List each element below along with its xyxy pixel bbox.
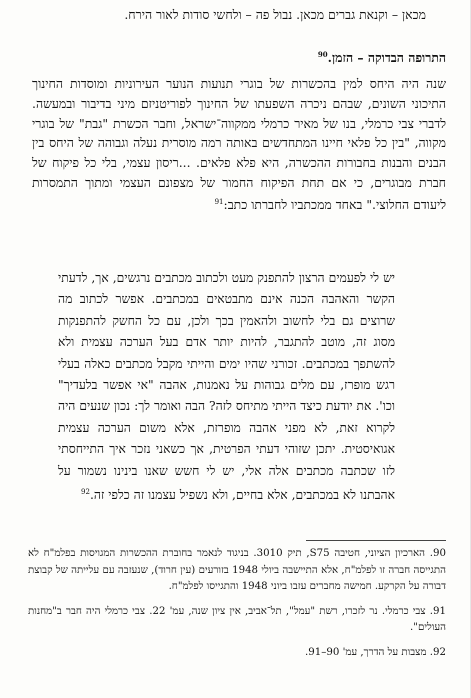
- footnote-ref-92[interactable]: 92: [81, 488, 90, 497]
- footnote-ref-90[interactable]: 90: [317, 50, 328, 59]
- footnote-number: 91.: [429, 605, 446, 617]
- main-paragraph: [32, 74, 446, 215]
- footnote-ref-91[interactable]: 91: [214, 197, 224, 206]
- block-quote-text: יש לי לפעמים הרצון להתפנק מעט ולכתוב מכתבים נרגשים, אך, לדעתי הקשר והאהבה הכנה אינם מתבטאים במכתבים. אפשר לכתוב מה שרוצים גם בלי לחשוב ולהאמין בכך ולכן, עם כל החשק להתפנקות מסוג זה, מוטב להתגבר, להיות יותר אדם בעל הערכה עצמית ולא להשתפך במכתבים. זכורני שהיו ימים והייתי מקבל מכתבים כאלה בעלי רגש מופרז, עם מלים גבוהות על נאמנות, אהבה "אי אפשר בלעדיך" וכו'. את יודעת כיצד הייתי מתיחס לזה? הבה ואומר לך: נכון שנעים היה לקרוא זאת, לא מפני אהבה מופרזת, אלא משום הערכה עצמית אגואיסטית. יתכן שזוהי דעתי הפרטית, אך כשאני נזכר איך התייחסתי לזו שכתבה מכתבים אלה אלי, יש לי חשש שאנו בינינו נשמור על אהבתנו לא במכתבים, אלא בחיים, ולא נשפיל עצמנו זה כלפי זה.: [58, 271, 395, 503]
- footnote-91: [28, 604, 446, 637]
- main-paragraph-text: שנה היה היחס למין בהכשרות של בוגרי תנועות הנוער העירוניות ומוסדות החינוך התיכוני השונים, שבהם ניכרה השפעתו של החינוך לפוריטניזם מיני בדיבור ובמעשה. לדברי צבי כרמלי, בנו של מאיר כרמלי ממקווה־ישראל, וחבר הכשרת "גבת" של בוגרי מקווה, "בין כל פלאי חיינו המתחדשים באותה רמה מוסרית נעלה וגבוהה של היחס בין הבנים והבנות בחבורות ההכשרה, היא פלא פלאים. ...ריסון עצמי, בלי כל פיקוח של חברת מבוגרים, כי אם תחת הפיקוח החמור של מצפונם העצמי ומתוך התמסרות ליעודם החלוצי." באחד ממכתביו לחברתו כתב:: [32, 76, 446, 212]
- footnote-number: 90.: [429, 548, 446, 559]
- block-quote: [58, 268, 395, 507]
- footnote-divider: [306, 540, 446, 541]
- footnote-text: הארכיון הציוני, חטיבה S75, תיק 3010. בניגוד לנאמר בחוברת ההכשרות המגויסות בפלמ"ח לא התגייסה חברה זו לפלמ"ח, אלא התיישבה ביולי 1948 בזורעים (עין חרוד), שנעזבה עם עלייתה של קבוצת דבורה על הקרקע. חמישה מחברים עזבו ביוני 1948 והתגייסו לפלמ"ח.: [28, 548, 446, 592]
- section-heading: [32, 46, 446, 67]
- footnote-90: [28, 546, 446, 596]
- section-heading-text: התרופה הבדוקה – הזמן.: [327, 50, 446, 66]
- top-paragraph-text: מכאן – וקנאת גברים מכאן. נבול פה – ולחשי סודות לאור הירח.: [124, 7, 426, 22]
- footnote-text: צבי כרמלי. נר לזכרו, רשת "עמל", תל־אביב, אין ציון שנה, עמ' 22. צבי כרמלי היה חבר ב"מחנות העולים".: [28, 605, 446, 633]
- footnote-92: [28, 645, 446, 662]
- top-paragraph: [32, 6, 426, 24]
- footnote-number: 92.: [429, 646, 446, 658]
- footnotes: [28, 546, 446, 669]
- footnote-text: מצבות על הדרך, עמ' 90–91.: [305, 646, 427, 658]
